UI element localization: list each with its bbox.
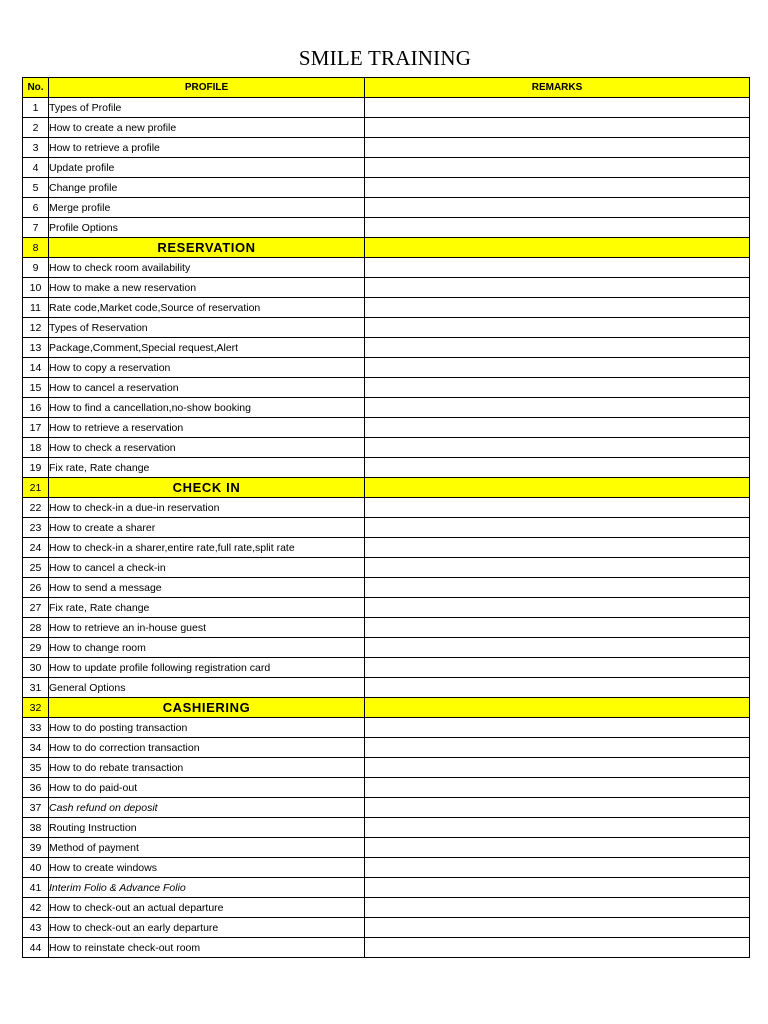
row-number-cell: 33 [23,718,49,738]
topic-cell: How to make a new reservation [49,278,365,298]
remarks-cell [365,838,750,858]
row-number-cell: 39 [23,838,49,858]
row-number-cell: 1 [23,98,49,118]
topic-cell: Method of payment [49,838,365,858]
table-row [23,198,750,218]
topic-cell: How to cancel a reservation [49,378,365,398]
topic-cell: How to retrieve a reservation [49,418,365,438]
table-row [23,358,750,378]
row-number-cell: 6 [23,198,49,218]
topic-cell: Fix rate, Rate change [49,598,365,618]
remarks-cell [365,318,750,338]
row-number-cell: 14 [23,358,49,378]
row-number-cell: 2 [23,118,49,138]
row-number-cell: 13 [23,338,49,358]
remarks-cell [365,718,750,738]
row-number-cell: 19 [23,458,49,478]
remarks-cell [365,378,750,398]
topic-cell: How to create a sharer [49,518,365,538]
topic-cell: General Options [49,678,365,698]
table-row [23,298,750,318]
remarks-cell [365,158,750,178]
topic-cell: Interim Folio & Advance Folio [49,878,365,898]
table-row [23,258,750,278]
remarks-cell [365,358,750,378]
row-number-cell: 12 [23,318,49,338]
remarks-cell [365,658,750,678]
table-row [23,318,750,338]
topic-cell: Types of Reservation [49,318,365,338]
table-row [23,598,750,618]
remarks-cell [365,858,750,878]
table-row [23,278,750,298]
topic-cell: How to check-out an early departure [49,918,365,938]
page-title: SMILE TRAINING [298,46,472,70]
topic-cell: How to check-out an actual departure [49,898,365,918]
remarks-cell [365,798,750,818]
row-number-cell: 30 [23,658,49,678]
remarks-cell [365,298,750,318]
remarks-cell [365,818,750,838]
row-number-cell: 16 [23,398,49,418]
table-row [23,518,750,538]
column-header-profile: PROFILE [49,78,365,98]
remarks-cell [365,938,750,958]
topic-cell: Rate code,Market code,Source of reservation [49,298,365,318]
topic-cell: Update profile [49,158,365,178]
table-row [23,818,750,838]
row-number-cell: 21 [23,478,49,498]
row-number-cell: 3 [23,138,49,158]
row-number-cell: 23 [23,518,49,538]
table-row [23,778,750,798]
row-number-cell: 15 [23,378,49,398]
row-number-cell: 26 [23,578,49,598]
topic-cell: How to check-in a due-in reservation [49,498,365,518]
remarks-cell [365,598,750,618]
row-number-cell: 37 [23,798,49,818]
table-row [23,378,750,398]
row-number-cell: 25 [23,558,49,578]
section-title-cell: RESERVATION [49,238,365,258]
remarks-cell [365,738,750,758]
remarks-cell [365,778,750,798]
remarks-cell [365,578,750,598]
remarks-cell [365,458,750,478]
remarks-cell [365,118,750,138]
row-number-cell: 5 [23,178,49,198]
table-row [23,658,750,678]
topic-cell: How to do posting transaction [49,718,365,738]
section-header-row [23,238,750,258]
row-number-cell: 27 [23,598,49,618]
table-row [23,618,750,638]
table-row [23,338,750,358]
row-number-cell: 35 [23,758,49,778]
topic-cell: Routing Instruction [49,818,365,838]
column-header-no: No. [23,78,49,98]
table-row [23,738,750,758]
table-row [23,118,750,138]
topic-cell: How to find a cancellation,no-show booking [49,398,365,418]
training-checklist-table [22,77,750,958]
remarks-cell [365,398,750,418]
table-row [23,678,750,698]
remarks-cell [365,618,750,638]
table-row [23,878,750,898]
table-row [23,558,750,578]
row-number-cell: 36 [23,778,49,798]
row-number-cell: 40 [23,858,49,878]
row-number-cell: 32 [23,698,49,718]
topic-cell: How to cancel a check-in [49,558,365,578]
row-number-cell: 43 [23,918,49,938]
remarks-cell [365,498,750,518]
remarks-cell [365,878,750,898]
column-header-remarks: REMARKS [365,78,750,98]
topic-cell: How to create windows [49,858,365,878]
topic-cell: Cash refund on deposit [49,798,365,818]
topic-cell: How to change room [49,638,365,658]
table-row [23,98,750,118]
remarks-cell [365,638,750,658]
topic-cell: How to check a reservation [49,438,365,458]
remarks-cell [365,678,750,698]
table-row [23,438,750,458]
topic-cell: How to do rebate transaction [49,758,365,778]
remarks-cell [365,518,750,538]
row-number-cell: 9 [23,258,49,278]
section-title-cell: CASHIERING [49,698,365,718]
section-header-row [23,478,750,498]
section-title-cell: CHECK IN [49,478,365,498]
table-row [23,798,750,818]
topic-cell: How to send a message [49,578,365,598]
remarks-cell [365,198,750,218]
remarks-cell [365,258,750,278]
table-row [23,918,750,938]
table-row [23,418,750,438]
table-body [23,78,750,958]
row-number-cell: 31 [23,678,49,698]
remarks-cell [365,278,750,298]
remarks-cell [365,418,750,438]
table-row [23,538,750,558]
topic-cell: How to check room availability [49,258,365,278]
remarks-cell [365,178,750,198]
topic-cell: Fix rate, Rate change [49,458,365,478]
topic-cell: How to check-in a sharer,entire rate,full rate,split rate [49,538,365,558]
table-row [23,498,750,518]
row-number-cell: 41 [23,878,49,898]
table-row [23,758,750,778]
remarks-cell [365,338,750,358]
topic-cell: How to create a new profile [49,118,365,138]
table-row [23,858,750,878]
remarks-cell [365,538,750,558]
remarks-cell [365,698,750,718]
remarks-cell [365,558,750,578]
row-number-cell: 11 [23,298,49,318]
topic-cell: Merge profile [49,198,365,218]
topic-cell: How to retrieve a profile [49,138,365,158]
table-row [23,838,750,858]
topic-cell: How to do paid-out [49,778,365,798]
table-row [23,178,750,198]
row-number-cell: 29 [23,638,49,658]
table-row [23,138,750,158]
topic-cell: Package,Comment,Special request,Alert [49,338,365,358]
row-number-cell: 44 [23,938,49,958]
row-number-cell: 8 [23,238,49,258]
remarks-cell [365,138,750,158]
table-row [23,458,750,478]
remarks-cell [365,98,750,118]
row-number-cell: 42 [23,898,49,918]
row-number-cell: 17 [23,418,49,438]
row-number-cell: 18 [23,438,49,458]
row-number-cell: 34 [23,738,49,758]
table-row [23,158,750,178]
row-number-cell: 4 [23,158,49,178]
remarks-cell [365,898,750,918]
table-row [23,578,750,598]
row-number-cell: 22 [23,498,49,518]
remarks-cell [365,758,750,778]
topic-cell: How to update profile following registration card [49,658,365,678]
topic-cell: How to reinstate check-out room [49,938,365,958]
table-row [23,638,750,658]
topic-cell: Types of Profile [49,98,365,118]
table-row [23,398,750,418]
table-header-row [23,78,750,98]
row-number-cell: 7 [23,218,49,238]
table-row [23,898,750,918]
topic-cell: How to retrieve an in-house guest [49,618,365,638]
row-number-cell: 28 [23,618,49,638]
topic-cell: How to do correction transaction [49,738,365,758]
table-row [23,938,750,958]
topic-cell: How to copy a reservation [49,358,365,378]
table-row [23,218,750,238]
row-number-cell: 24 [23,538,49,558]
remarks-cell [365,218,750,238]
remarks-cell [365,478,750,498]
topic-cell: Change profile [49,178,365,198]
remarks-cell [365,238,750,258]
row-number-cell: 10 [23,278,49,298]
section-header-row [23,698,750,718]
row-number-cell: 38 [23,818,49,838]
topic-cell: Profile Options [49,218,365,238]
remarks-cell [365,918,750,938]
remarks-cell [365,438,750,458]
table-row [23,718,750,738]
